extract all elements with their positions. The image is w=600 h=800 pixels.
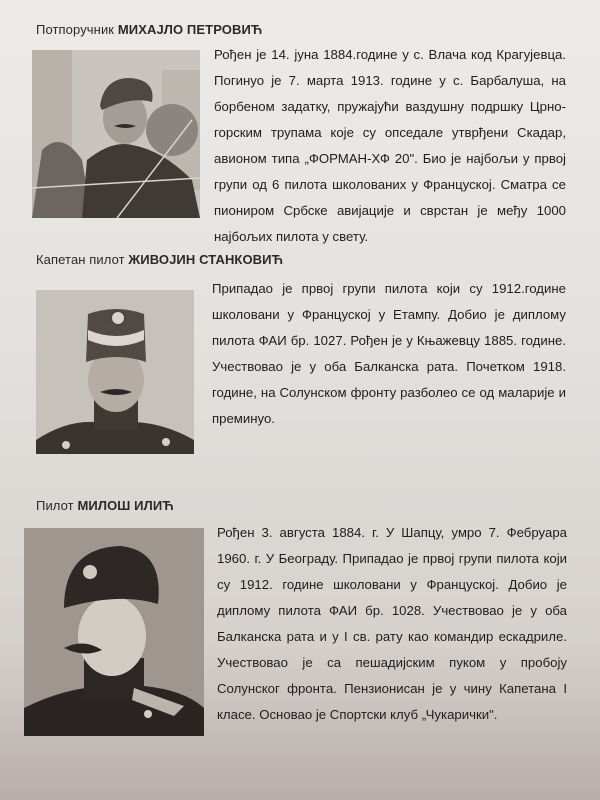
pilot-name: МИЛОШ ИЛИЋ: [77, 498, 174, 513]
pilot-bio: Рођен је 14. јуна 1884.године у с. Влача код Крагујевца. Погинуо је 7. марта 1913. године у с. Барбалуша, на борбеном задатку, пружајући ваздушну подршку Црно-горским трупама које су опседале утврђени Скадар, авионом типа „ФОРМАН-ХФ 20". Био је најбољи у првој групи од 6 пилота школованих у Француској. Сматра се пиониром Србске авијације и сврстан је међу 1000 најбољих пилота у свету.: [214, 47, 566, 244]
pilot-name: МИХАЈЛО ПЕТРОВИЋ: [117, 22, 263, 37]
pilot-bio: Рођен 3. августа 1884. г. У Шапцу, умро 7. Фебруара 1960. г. У Београду. Припадао је првој групи пилота који су 1912. године школовани у Француској. Добио је диплому пилота ФАИ бр. 1028. Учествовао је у оба Балканска рата и у I св. рату као командир ескадриле. Учествовао је са пешадијским пуком у пробоју Солунског фронта. Пензионисан је у чину Капетана I класе. Основао је Спортски клуб „Чукарички".: [217, 525, 567, 722]
pilot-name: ЖИВОЈИН СТАНКОВИЋ: [128, 252, 284, 267]
pilot-photo: [24, 528, 204, 736]
rank-label: Потпоручник: [36, 22, 115, 37]
pilot-bio: Припадао је првој групи пилота који су 1912.године школовани у Француској у Етампу. Добио је диплому пилота ФАИ бр. 1027. Рођен је у Књажевцу 1885. године. Учествовао је у оба Балканска рата. Почетком 1918. године, на Солунском фронту разболео се од маларије и преминуо.: [212, 281, 566, 426]
portrait-image: [36, 290, 194, 454]
rank-label: Капетан пилот: [36, 252, 125, 267]
entry-heading: [36, 498, 174, 513]
pilot-photo: [32, 50, 200, 218]
portrait-image: [24, 528, 204, 736]
entry-heading: [36, 22, 262, 37]
pilot-photo: [36, 290, 194, 454]
portrait-image: [32, 50, 200, 218]
entry-heading: [36, 252, 283, 267]
rank-label: Пилот: [36, 498, 74, 513]
